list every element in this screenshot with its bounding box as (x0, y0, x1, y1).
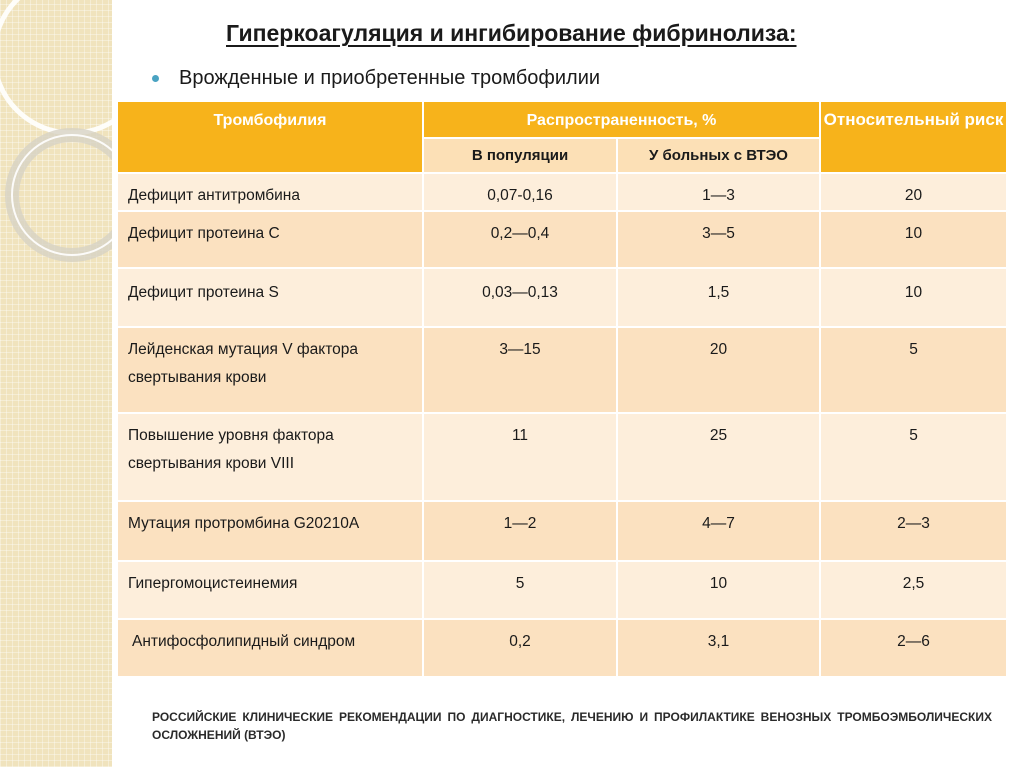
table-row (117, 501, 1007, 561)
cell-patients: 20 (617, 327, 820, 413)
header-thrombophilia: Тромбофилия (117, 101, 423, 173)
cell-patients: 10 (617, 561, 820, 619)
cell-population: 1—2 (423, 501, 617, 561)
cell-patients: 1—3 (617, 173, 820, 211)
cell-population: 0,03—0,13 (423, 268, 617, 327)
table-row (117, 561, 1007, 619)
cell-patients: 25 (617, 413, 820, 501)
cell-risk: 5 (820, 413, 1007, 501)
table-row (117, 619, 1007, 677)
cell-name: Антифосфолипидный синдром (117, 619, 423, 677)
cell-population: 0,2 (423, 619, 617, 677)
cell-name: Гипергомоцистеинемия (117, 561, 423, 619)
slide-title: Гиперкоагуляция и ингибирование фибринолиза: (226, 20, 797, 46)
cell-population: 5 (423, 561, 617, 619)
cell-risk: 5 (820, 327, 1007, 413)
cell-name: Повышение уровня фактора свертывания крови VIII (117, 413, 423, 501)
header-relative-risk: Относительный риск (820, 101, 1007, 173)
cell-patients: 3,1 (617, 619, 820, 677)
cell-risk: 10 (820, 268, 1007, 327)
cell-patients: 4—7 (617, 501, 820, 561)
cell-population: 0,2—0,4 (423, 211, 617, 268)
header-prevalence: Распространенность, % (423, 101, 820, 138)
decorative-side-panel (0, 0, 112, 767)
cell-name: Дефицит антитромбина (117, 173, 423, 211)
cell-patients: 3—5 (617, 211, 820, 268)
cell-name: Лейденская мутация V фактора свертывания крови (117, 327, 423, 413)
cell-risk: 2—3 (820, 501, 1007, 561)
thrombophilia-table (116, 100, 1006, 676)
subheader-vte-patients: У больных с ВТЭО (617, 138, 820, 173)
cell-population: 3—15 (423, 327, 617, 413)
cell-name: Дефицит протеина S (117, 268, 423, 327)
table-row (117, 327, 1007, 413)
cell-patients: 1,5 (617, 268, 820, 327)
table-row (117, 268, 1007, 327)
cell-risk: 2—6 (820, 619, 1007, 677)
source-citation: РОССИЙСКИЕ КЛИНИЧЕСКИЕ РЕКОМЕНДАЦИИ ПО ДИАГНОСТИКЕ, ЛЕЧЕНИЮ И ПРОФИЛАКТИКЕ ВЕНОЗНЫХ ТРОМБОЭМБОЛИЧЕСКИХ ОСЛОЖНЕНИЙ (ВТЭО) (152, 710, 992, 742)
cell-risk: 2,5 (820, 561, 1007, 619)
bullet-dot-icon (152, 75, 159, 82)
table-row (117, 211, 1007, 268)
table-row (117, 413, 1007, 501)
cell-risk: 20 (820, 173, 1007, 211)
cell-name: Мутация протромбина G20210A (117, 501, 423, 561)
table-row (117, 173, 1007, 211)
cell-population: 11 (423, 413, 617, 501)
subheader-population: В популяции (423, 138, 617, 173)
cell-name: Дефицит протеина C (117, 211, 423, 268)
decorative-rings (0, 0, 112, 767)
bullet-text: Врожденные и приобретенные тромбофилии (179, 67, 601, 89)
cell-population: 0,07-0,16 (423, 173, 617, 211)
cell-risk: 10 (820, 211, 1007, 268)
bullet-item (152, 67, 600, 90)
